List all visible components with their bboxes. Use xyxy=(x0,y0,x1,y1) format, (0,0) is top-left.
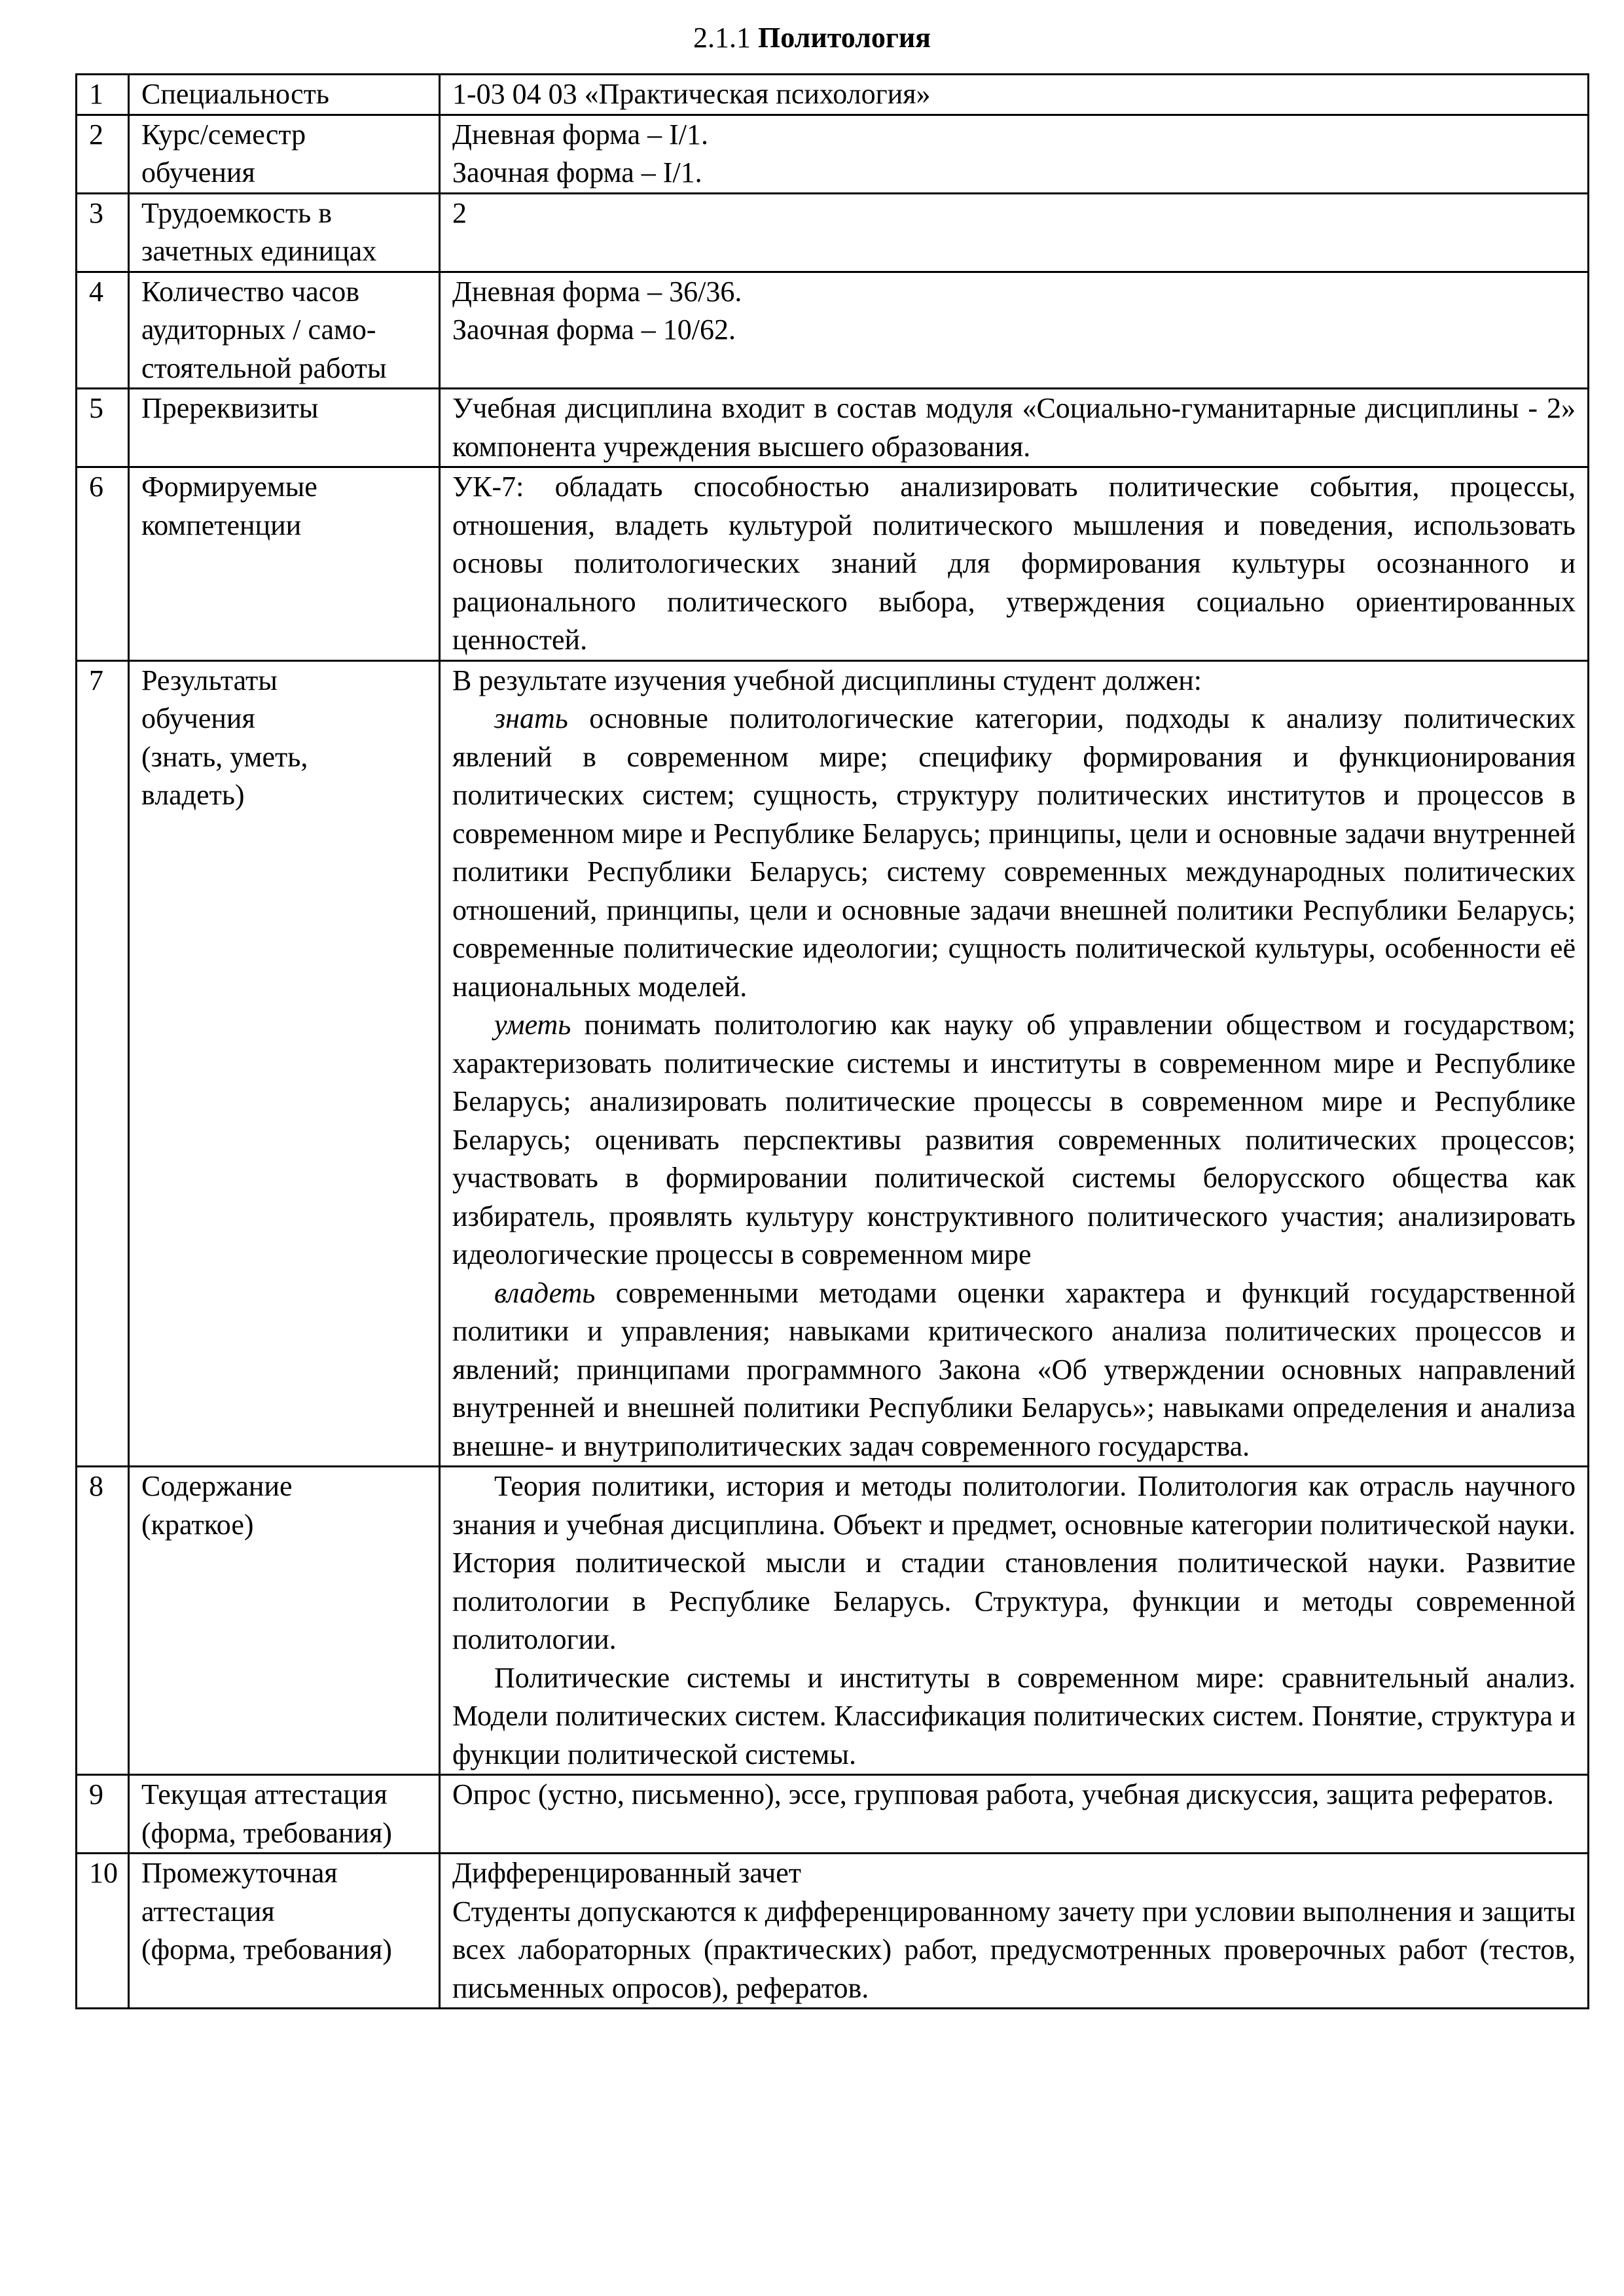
table-row xyxy=(77,75,1589,115)
value-line: Заочная форма – I/1. xyxy=(452,156,702,188)
row-number: 8 xyxy=(77,1467,129,1775)
row-label-line: Формируемые xyxy=(141,471,317,503)
row-label-line: Текущая аттестация xyxy=(141,1778,388,1810)
row-label xyxy=(129,75,440,115)
table-row xyxy=(77,389,1589,467)
row-label-line: Пререквизиты xyxy=(141,392,319,424)
value-line: Дневная форма – 36/36. xyxy=(452,275,742,308)
table-row xyxy=(77,467,1589,661)
row-label-line: Количество часов xyxy=(141,275,360,308)
keyword-can: уметь xyxy=(494,1009,571,1041)
outcomes-know xyxy=(452,700,1576,1006)
value-paragraph: Учебная дисциплина входит в состав модуля «Социально-гуманитарные дисциплины - 2» компонента учреждения высшего образования. xyxy=(452,392,1576,463)
row-label xyxy=(129,1775,440,1854)
row-label-line: (краткое) xyxy=(141,1508,254,1541)
row-label-line: Содержание xyxy=(141,1470,293,1502)
row-value xyxy=(440,115,1589,193)
outcomes-own xyxy=(452,1274,1576,1466)
value-paragraph: Студенты допускаются к дифференцированному зачету при условии выполнения и защиты всех лабораторных (практических) работ, предусмотренных проверочных работ (тестов, письменных опросов), рефератов. xyxy=(452,1895,1576,2004)
row-label xyxy=(129,272,440,389)
row-number: 9 xyxy=(77,1775,129,1854)
row-label-line: аттестация xyxy=(141,1895,275,1928)
outcomes-intro: В результате изучения учебной дисциплины студент должен: xyxy=(452,664,1202,696)
row-label-line: стоятельной работы xyxy=(141,351,387,384)
syllabus-table xyxy=(75,73,1589,2009)
table-row xyxy=(77,1467,1589,1775)
row-label-line: обучения xyxy=(141,156,255,188)
row-label-line: зачетных единицах xyxy=(141,235,377,267)
value-line: 1-03 04 03 «Практическая психология» xyxy=(452,78,931,110)
row-value xyxy=(440,1467,1589,1775)
table-row xyxy=(77,272,1589,389)
table-row xyxy=(77,660,1589,1467)
row-number: 6 xyxy=(77,467,129,661)
title-number: 2.1.1 xyxy=(693,22,751,54)
row-value xyxy=(440,75,1589,115)
title-text: Политология xyxy=(758,22,931,54)
row-label-line: Промежуточная xyxy=(141,1857,338,1889)
row-value xyxy=(440,467,1589,661)
table-row xyxy=(77,115,1589,193)
row-label-line: владеть) xyxy=(141,779,245,811)
row-label-line: (форма, требования) xyxy=(141,1933,392,1965)
row-number: 10 xyxy=(77,1854,129,2009)
row-label-line: Курс/семестр xyxy=(141,118,306,151)
own-text: современными методами оценки характера и функций государственной политики и управления; навыками критического анализа политических процессов и явлений; принципами программного Закона «Об утверждении основных направлений внутренней и внешней политики Республики Беларусь»; навыками определения и анализа внешне- и внутриполитических задач современного государства. xyxy=(452,1276,1576,1462)
row-label-line: Трудоемкость в xyxy=(141,196,332,229)
row-number: 7 xyxy=(77,660,129,1467)
row-label-line: обучения xyxy=(141,702,255,734)
content-paragraph: Теория политики, история и методы политологии. Политология как отрасль научного знания и учебная дисциплина. Объект и предмет, основные категории политической науки. История политической мысли и стадии становления политической науки. Развитие политологии в Республике Беларусь. Структура, функции и методы современной политологии. xyxy=(452,1470,1576,1655)
row-number: 1 xyxy=(77,75,129,115)
value-paragraph: Опрос (устно, письменно), эссе, групповая работа, учебная дискуссия, защита рефератов. xyxy=(452,1778,1554,1810)
page-title xyxy=(0,18,1624,58)
row-value xyxy=(440,660,1589,1467)
value-line: Заочная форма – 10/62. xyxy=(452,314,736,346)
row-value xyxy=(440,1775,1589,1854)
value-line: Дневная форма – I/1. xyxy=(452,118,708,151)
know-text: основные политологические категории, подходы к анализу политических явлений в современном мире; специфику формирования и функционирования политических систем; сущность, структуру политических институтов и процессов в современном мире и Республике Беларусь; принципы, цели и основные задачи внутренней политики Республики Беларусь; систему современных международных политических отношений, принципы, цели и основные задачи внешней политики Республики Беларусь; современные политические идеологии; сущность политической культуры, особенности её национальных моделей. xyxy=(452,702,1576,1003)
table-row xyxy=(77,1775,1589,1854)
row-value xyxy=(440,389,1589,467)
value-line: Дифференцированный зачет xyxy=(452,1857,801,1889)
row-label xyxy=(129,389,440,467)
row-number: 5 xyxy=(77,389,129,467)
row-number: 4 xyxy=(77,272,129,389)
content-paragraph: Политические системы и институты в современном мире: сравнительный анализ. Модели политических систем. Классификация политических систем. Понятие, структура и функции политической системы. xyxy=(452,1661,1576,1770)
row-label-line: Результаты xyxy=(141,664,278,696)
row-value xyxy=(440,272,1589,389)
table-row xyxy=(77,1854,1589,2009)
row-label xyxy=(129,1467,440,1775)
row-label xyxy=(129,115,440,193)
row-label-line: (форма, требования) xyxy=(141,1816,392,1849)
keyword-know: знать xyxy=(494,702,568,734)
row-label xyxy=(129,660,440,1467)
row-label-line: аудиторных / само- xyxy=(141,314,376,346)
row-label xyxy=(129,193,440,272)
keyword-own: владеть xyxy=(494,1276,596,1309)
value-paragraph: УК-7: обладать способностью анализировать политические события, процессы, отношения, владеть культурой политического мышления и поведения, использовать основы политологических знаний для формирования культуры осознанного и рационального политического выбора, утверждения социально ориентированных ценностей. xyxy=(452,471,1576,656)
row-label-line: (знать, уметь, xyxy=(141,740,308,773)
value-line: 2 xyxy=(452,196,467,229)
row-number: 2 xyxy=(77,115,129,193)
row-value xyxy=(440,1854,1589,2009)
row-label xyxy=(129,467,440,661)
outcomes-can xyxy=(452,1006,1576,1274)
can-text: понимать политологию как науку об управлении обществом и государством; характеризовать политические системы и институты в современном мире и Республике Беларусь; анализировать политические процессы в современном мире и Республике Беларусь; оценивать перспективы развития современных политических процессов; участвовать в формировании политической системы белорусского общества как избиратель, проявлять культуру конструктивного политического участия; анализировать идеологические процессы в современном мире xyxy=(452,1009,1576,1270)
row-label-line: компетенции xyxy=(141,509,302,541)
row-label-line: Специальность xyxy=(141,78,329,110)
row-number: 3 xyxy=(77,193,129,272)
row-value xyxy=(440,193,1589,272)
table-row xyxy=(77,193,1589,272)
row-label xyxy=(129,1854,440,2009)
